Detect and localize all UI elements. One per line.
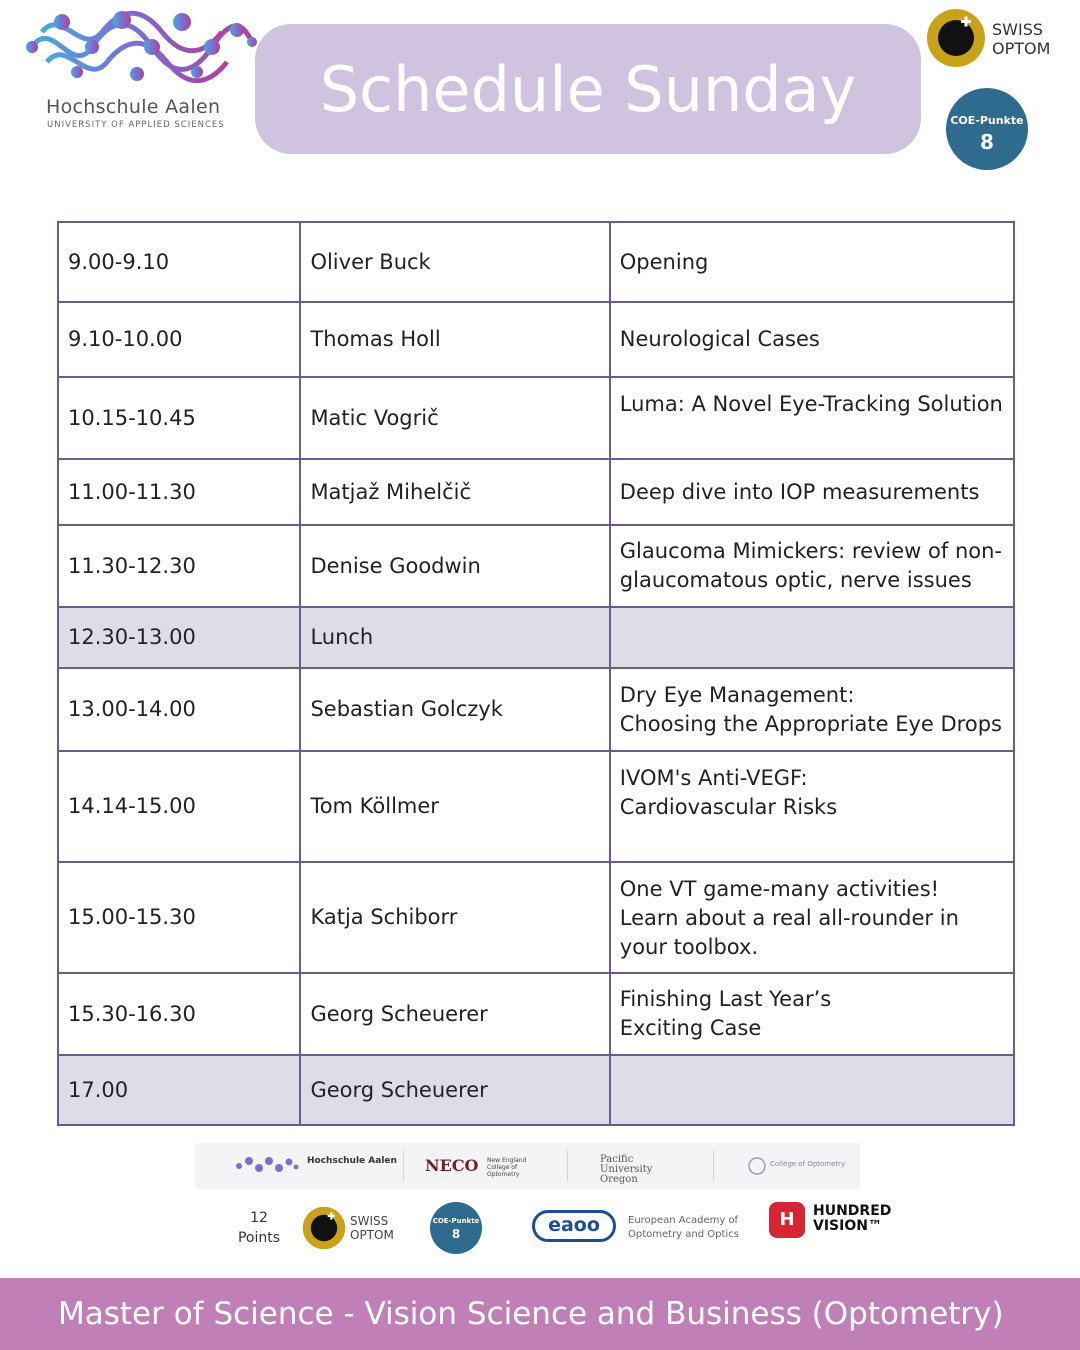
schedule-row xyxy=(58,751,1014,862)
speaker-cell: Lunch xyxy=(300,607,609,668)
speaker-cell: Sebastian Golczyk xyxy=(300,668,609,751)
time-cell: 10.15-10.45 xyxy=(58,377,300,459)
hochschule-aalen-logo xyxy=(18,0,258,140)
swiss-small-line1: SWISS xyxy=(350,1214,389,1228)
sponsor-strip xyxy=(195,1143,860,1189)
speaker-cell: Oliver Buck xyxy=(300,222,609,302)
coe-value: 8 xyxy=(980,130,994,154)
sponsor-college: College of Optometry xyxy=(770,1160,846,1168)
swiss-optom-small-logo xyxy=(302,1206,412,1252)
speaker-cell: Georg Scheuerer xyxy=(300,1055,609,1125)
schedule-row xyxy=(58,607,1014,668)
divider xyxy=(713,1151,714,1181)
hundred-vision-icon: H xyxy=(769,1202,805,1238)
coe-small-value: 8 xyxy=(451,1227,461,1241)
footer-banner xyxy=(0,1278,1080,1350)
time-cell: 15.30-16.30 xyxy=(58,973,300,1055)
speaker-cell: Tom Köllmer xyxy=(300,751,609,862)
sponsor-pacific: Pacific University Oregon xyxy=(600,1154,653,1185)
topic-cell: Dry Eye Management: Choosing the Appropriate Eye Drops xyxy=(610,668,1014,751)
sponsor-neco: NECO xyxy=(425,1156,479,1175)
footer-text: Master of Science - Vision Science and Business (Optometry) xyxy=(58,1296,1004,1332)
coe-small-badge xyxy=(430,1202,482,1254)
topic-cell: Opening xyxy=(610,222,1014,302)
page-title: Schedule Sunday xyxy=(319,52,857,126)
time-cell: 17.00 xyxy=(58,1055,300,1125)
schedule-row xyxy=(58,1055,1014,1125)
eaoo-logo: eaoo xyxy=(532,1210,616,1242)
schedule-row xyxy=(58,973,1014,1055)
speaker-cell: Georg Scheuerer xyxy=(300,973,609,1055)
schedule-table xyxy=(57,221,1015,1126)
college-seal-icon xyxy=(747,1156,767,1176)
coe-badge xyxy=(946,88,1028,170)
time-cell: 11.00-11.30 xyxy=(58,459,300,525)
speaker-cell: Thomas Holl xyxy=(300,302,609,377)
schedule-row xyxy=(58,377,1014,459)
aalen-small-logo-icon xyxy=(233,1153,301,1179)
eye-plus-icon xyxy=(926,8,986,68)
topic-cell: Glaucoma Mimickers: review of non-glaucomatous optic, nerve issues xyxy=(610,525,1014,607)
topic-cell xyxy=(610,1055,1014,1125)
topic-cell: Deep dive into IOP measurements xyxy=(610,459,1014,525)
logo-subtitle: UNIVERSITY OF APPLIED SCIENCES xyxy=(47,120,225,130)
schedule-row xyxy=(58,459,1014,525)
topic-cell: Luma: A Novel Eye-Tracking Solution xyxy=(610,377,1014,459)
coe-label: COE-Punkte xyxy=(950,114,1024,127)
speaker-cell: Denise Goodwin xyxy=(300,525,609,607)
sponsor-aalen: Hochschule Aalen xyxy=(307,1156,397,1166)
topic-cell xyxy=(610,607,1014,668)
hv-line1: HUNDRED xyxy=(813,1203,892,1219)
points-text: Points xyxy=(237,1230,281,1246)
topic-cell: Finishing Last Year’s Exciting Case xyxy=(610,973,1014,1055)
swiss-optom-line2: OPTOM xyxy=(992,39,1051,58)
logo-name: Hochschule Aalen xyxy=(46,96,221,118)
molecule-logo-icon xyxy=(22,2,258,94)
swiss-optom-line1: SWISS xyxy=(992,20,1044,39)
eye-plus-icon xyxy=(302,1206,346,1250)
divider xyxy=(403,1151,404,1181)
points-value: 12 xyxy=(250,1210,268,1226)
title-banner xyxy=(255,24,921,154)
speaker-cell: Matic Vogrič xyxy=(300,377,609,459)
schedule-row xyxy=(58,525,1014,607)
eaoo-line2: Optometry and Optics xyxy=(628,1229,739,1240)
points-label xyxy=(232,1208,286,1248)
coe-small-label: COE-Punkte xyxy=(432,1217,480,1225)
eaoo-text xyxy=(628,1214,739,1242)
swiss-optom-logo xyxy=(926,8,1076,72)
topic-cell: IVOM's Anti-VEGF: Cardiovascular Risks xyxy=(610,751,1014,862)
schedule-row xyxy=(58,668,1014,751)
divider xyxy=(567,1151,568,1181)
speaker-cell: Matjaž Mihelčič xyxy=(300,459,609,525)
hundred-vision-text xyxy=(813,1204,891,1234)
time-cell: 11.30-12.30 xyxy=(58,525,300,607)
swiss-small-line2: OPTOM xyxy=(350,1228,394,1242)
time-cell: 9.00-9.10 xyxy=(58,222,300,302)
schedule-row xyxy=(58,302,1014,377)
topic-cell: Neurological Cases xyxy=(610,302,1014,377)
time-cell: 13.00-14.00 xyxy=(58,668,300,751)
time-cell: 12.30-13.00 xyxy=(58,607,300,668)
time-cell: 15.00-15.30 xyxy=(58,862,300,973)
sponsor-neco-sub: New England College of Optometry xyxy=(487,1157,527,1178)
speaker-cell: Katja Schiborr xyxy=(300,862,609,973)
time-cell: 9.10-10.00 xyxy=(58,302,300,377)
time-cell: 14.14-15.00 xyxy=(58,751,300,862)
hv-line2: VISION™ xyxy=(813,1218,882,1234)
schedule-row xyxy=(58,222,1014,302)
schedule-row xyxy=(58,862,1014,973)
schedule-body xyxy=(58,222,1014,1125)
topic-cell: One VT game-many activities! Learn about a real all-rounder in your toolbox. xyxy=(610,862,1014,973)
eaoo-line1: European Academy of xyxy=(628,1215,739,1226)
